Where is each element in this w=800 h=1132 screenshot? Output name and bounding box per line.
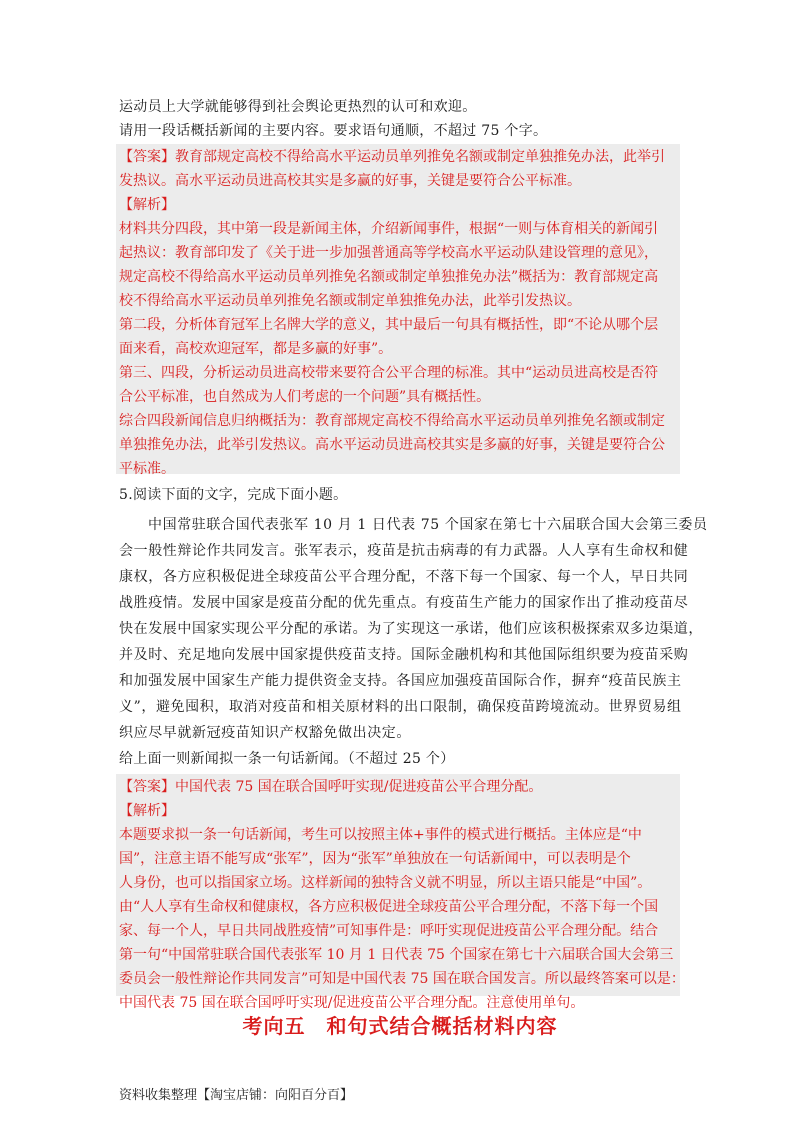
answer-line: 【答案】教育部规定高校不得给高水平运动员单列推免名额或制定单独推免办法，此举引: [119, 149, 665, 165]
passage-line: 康权，各方应积极促进全球疫苗公平合理分配，不落下每一个国家、每一个人，早日共同: [119, 569, 689, 585]
analysis-line: 由“人人享有生命权和健康权，各方应积极促进全球疫苗公平合理分配，不落下每一个国: [119, 899, 659, 915]
analysis-line: 本题要求拟一条一句话新闻，考生可以按照主体+事件的模式进行概括。主体应是“中: [119, 827, 642, 843]
passage-line: 义”，避免囤积，取消对疫苗和相关原材料的出口限制，确保疫苗跨境流动。世界贸易组: [119, 699, 682, 715]
analysis-line: 材料共分四段，其中第一段是新闻主体，介绍新闻事件，根据“一则与体育相关的新闻引: [119, 221, 659, 237]
analysis-label: 【解析】: [119, 197, 175, 213]
passage-line: 快在发展中国家实现公平分配的承诺。为了实现这一承诺，他们应该积极探索双多边渠道，: [119, 621, 703, 637]
analysis-line: 综合四段新闻信息归纳概括为：教育部规定高校不得给高水平运动员单列推免名额或制定: [119, 413, 665, 429]
analysis-line: 第二段，分析体育冠军上名牌大学的意义，其中最后一句具有概括性，即“不论从哪个层: [119, 317, 659, 333]
passage-line: 和加强发展中国家生产能力提供资金支持。各国应加强疫苗国际合作，摒弃“疫苗民族主: [119, 673, 682, 689]
analysis-line: 第三、四段，分析运动员进高校带来要符合公平合理的标准。其中“运动员进高校是否符: [119, 365, 659, 381]
question-heading: 5.阅读下面的文字，完成下面小题。: [119, 487, 348, 503]
section-title: 考向五 和句式结合概括材料内容: [242, 1014, 558, 1038]
analysis-line: 人身份，也可以指国家立场。这样新闻的独特含义就不明显，所以主语只能是“中国”。: [119, 875, 652, 891]
analysis-line: 合公平标准，也自然成为人们考虑的一个问题”具有概括性。: [119, 389, 491, 405]
analysis-label: 【解析】: [119, 803, 175, 819]
passage-line: 织应尽早就新冠疫苗知识产权豁免做出决定。: [119, 725, 411, 741]
passage-line: 战胜疫情。发展中国家是疫苗分配的优先重点。有疫苗生产能力的国家作出了推动疫苗尽: [119, 595, 689, 611]
analysis-line: 国”，注意主语不能写成“张军”，因为“张军”单独放在一句话新闻中，可以表明是个: [119, 851, 631, 867]
analysis-line: 平标准。: [119, 461, 175, 477]
question-prompt: 请用一段话概括新闻的主要内容。要求语句通顺，不超过 75 个字。: [119, 123, 548, 139]
page-footer: 资料收集整理【淘宝店铺：向阳百分百】: [119, 1088, 354, 1103]
analysis-line: 单独推免办法，此举引发热议。高水平运动员进高校其实是多赢的好事，关键是要符合公: [119, 437, 665, 453]
analysis-line: 委员会一般性辩论作共同发言”可知是中国代表 75 国在联合国发言。所以最终答案可以是：: [119, 971, 685, 987]
passage-line: 中国常驻联合国代表张军 10 月 1 日代表 75 个国家在第七十六届联合国大会第三委员: [148, 517, 708, 533]
passage-tail-line: 运动员上大学就能够得到社会舆论更热烈的认可和欢迎。: [119, 99, 477, 115]
passage-line: 并及时、充足地向发展中国家提供疫苗支持。国际金融机构和其他国际组织要为疫苗采购: [119, 647, 689, 663]
analysis-line: 家、每一个人，早日共同战胜疫情”可知事件是：呼吁实现促进疫苗公平合理分配。结合: [119, 923, 659, 939]
analysis-line: 中国代表 75 国在联合国呼吁实现/促进疫苗公平合理分配。注意使用单句。: [119, 995, 585, 1011]
analysis-line: 面来看，高校欢迎冠军，都是多赢的好事”。: [119, 341, 393, 357]
analysis-line: 起热议：教育部印发了《关于进一步加强普通高等学校高水平运动队建设管理的意见》，: [119, 245, 658, 261]
analysis-line: 规定高校不得给高水平运动员单列推免名额或制定单独推免办法”概括为：教育部规定高: [119, 269, 659, 285]
analysis-line: 校不得给高水平运动员单列推免名额或制定单独推免办法，此举引发热议。: [119, 293, 581, 309]
answer-line: 【答案】中国代表 75 国在联合国呼吁实现/促进疫苗公平合理分配。: [119, 779, 543, 795]
question-prompt: 给上面一则新闻拟一条一句话新闻。（不超过 25 个）: [119, 751, 455, 767]
answer-line: 发热议。高水平运动员进高校其实是多赢的好事，关键是要符合公平标准。: [119, 173, 581, 189]
analysis-line: 第一句“中国常驻联合国代表张军 10 月 1 日代表 75 个国家在第七十六届联合国大会第三: [119, 947, 674, 963]
passage-line: 会一般性辩论作共同发言。张军表示，疫苗是抗击病毒的有力武器。人人享有生命权和健: [119, 543, 689, 559]
